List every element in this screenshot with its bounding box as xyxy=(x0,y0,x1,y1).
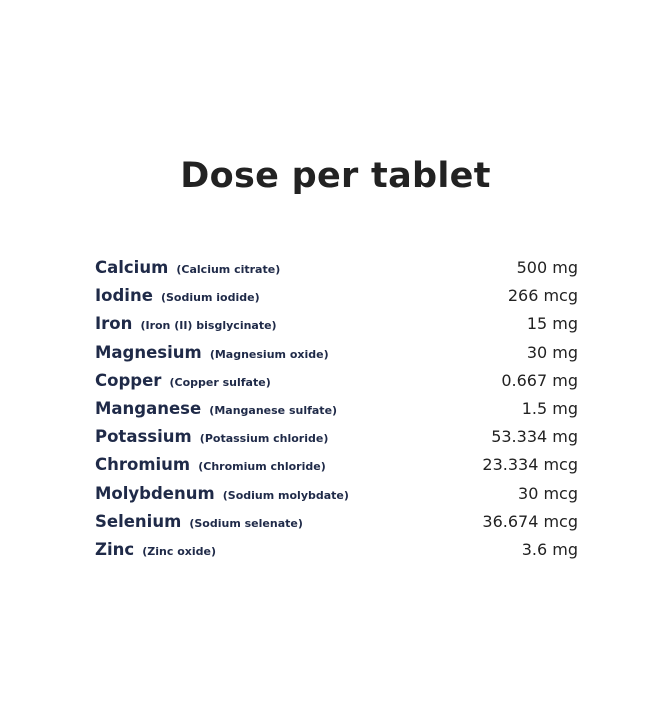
dose-amount: 0.667 mg xyxy=(501,370,578,390)
dose-amount: 23.334 mcg xyxy=(482,455,578,475)
nutrient-label xyxy=(95,508,303,538)
dose-row-iodine xyxy=(95,282,578,310)
nutrient-form: (Sodium selenate) xyxy=(189,516,303,530)
nutrient-name: Chromium xyxy=(95,455,191,475)
dose-amount: 30 mg xyxy=(526,342,578,362)
dose-row-molybdenum xyxy=(95,480,578,508)
dose-row-calcium xyxy=(95,254,578,282)
nutrient-name: Iron xyxy=(95,314,133,334)
dose-row-chromium xyxy=(95,451,578,479)
nutrient-form: (Copper sulfate) xyxy=(169,375,271,389)
dose-amount: 1.5 mg xyxy=(521,398,578,418)
nutrient-name: Copper xyxy=(95,370,162,390)
nutrient-label xyxy=(95,339,329,369)
nutrient-label xyxy=(95,395,337,425)
nutrient-name: Iodine xyxy=(95,286,153,306)
dose-amount: 3.6 mg xyxy=(521,539,578,559)
dose-row-selenium xyxy=(95,508,578,536)
nutrient-form: (Potassium chloride) xyxy=(199,432,329,446)
nutrient-form: (Zinc oxide) xyxy=(142,544,216,558)
dose-list xyxy=(95,254,578,564)
nutrient-label xyxy=(95,367,271,397)
dose-amount: 266 mcg xyxy=(507,286,578,306)
dose-row-potassium xyxy=(95,423,578,451)
nutrient-label xyxy=(95,536,216,566)
nutrient-name: Potassium xyxy=(95,427,192,447)
dose-row-iron xyxy=(95,310,578,338)
nutrient-name: Magnesium xyxy=(95,342,202,362)
nutrient-label xyxy=(95,282,260,312)
nutrient-form: (Iron (II) bisglycinate) xyxy=(140,319,277,333)
nutrient-label xyxy=(95,480,349,510)
nutrient-name: Zinc xyxy=(95,539,135,559)
nutrient-form: (Chromium chloride) xyxy=(198,460,326,474)
nutrient-form: (Calcium citrate) xyxy=(176,263,281,276)
nutrient-name: Manganese xyxy=(95,398,202,418)
nutrient-form: (Sodium iodide) xyxy=(160,291,260,305)
dose-row-copper xyxy=(95,367,578,395)
dose-row-manganese xyxy=(95,395,578,423)
nutrient-label xyxy=(95,254,280,284)
nutrient-name: Selenium xyxy=(95,511,182,531)
dose-amount: 36.674 mcg xyxy=(482,511,578,531)
nutrient-label xyxy=(95,451,326,481)
dose-amount: 500 mg xyxy=(516,258,578,277)
nutrient-form: (Magnesium oxide) xyxy=(209,347,329,361)
dose-amount: 53.334 mg xyxy=(491,427,578,447)
dose-row-magnesium xyxy=(95,339,578,367)
nutrient-name: Molybdenum xyxy=(95,483,215,503)
nutrient-name: Calcium xyxy=(95,258,169,277)
nutrient-form: (Sodium molybdate) xyxy=(222,488,349,502)
nutrient-form: (Manganese sulfate) xyxy=(209,403,338,417)
nutrient-label xyxy=(95,310,277,340)
page-title: Dose per tablet xyxy=(180,156,491,196)
dose-amount: 15 mg xyxy=(526,314,578,334)
nutrient-label xyxy=(95,423,328,453)
dose-row-zinc xyxy=(95,536,578,564)
dose-amount: 30 mcg xyxy=(518,483,578,503)
